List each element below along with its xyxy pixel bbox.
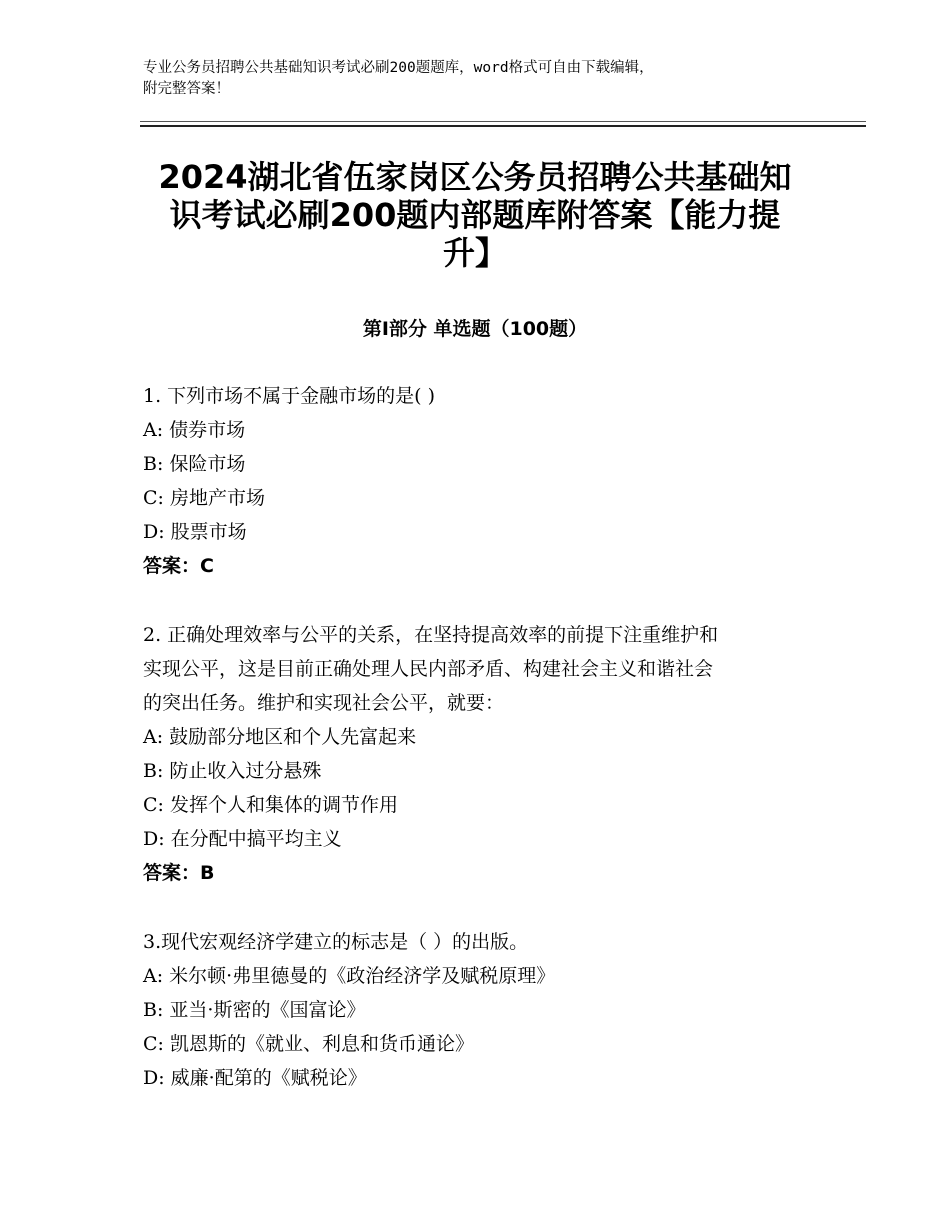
question-stem: 实现公平，这是目前正确处理人民内部矛盾、构建社会主义和谐社会	[143, 658, 714, 680]
option-b: B: 保险市场	[143, 453, 246, 475]
header-divider	[140, 121, 866, 127]
question-3	[143, 925, 823, 1095]
section-title: 第Ⅰ部分 单选题（100题）	[362, 318, 588, 340]
option-a: A: 鼓励部分地区和个人先富起来	[143, 726, 417, 748]
option-b: B: 亚当·斯密的《国富论》	[143, 999, 366, 1021]
question-stem: 3.现代宏观经济学建立的标志是（ ）的出版。	[143, 931, 529, 953]
option-c: C: 凯恩斯的《就业、利息和货币通论》	[143, 1033, 474, 1055]
divider-thick-line	[140, 125, 866, 127]
title-line-1: 2024湖北省伍家岗区公务员招聘公共基础知	[158, 158, 792, 196]
title-line-3: 升】	[442, 234, 507, 272]
title-line-2: 识考试必刷200题内部题库附答案【能力提	[169, 196, 781, 234]
option-d: D: 股票市场	[143, 521, 247, 543]
answer: 答案：B	[143, 862, 215, 884]
header-note-line-1: 专业公务员招聘公共基础知识考试必刷200题题库，word格式可自由下载编辑，	[143, 60, 654, 76]
option-d: D: 在分配中搞平均主义	[143, 828, 342, 850]
question-2	[143, 618, 823, 890]
question-stem: 的突出任务。维护和实现社会公平，就要：	[143, 692, 505, 714]
option-a: A: 米尔顿·弗里德曼的《政治经济学及赋税原理》	[143, 965, 556, 987]
answer: 答案：C	[143, 555, 214, 577]
option-c: C: 发挥个人和集体的调节作用	[143, 794, 398, 816]
question-1	[143, 379, 823, 583]
option-d: D: 威廉·配第的《赋税论》	[143, 1067, 367, 1089]
option-c: C: 房地产市场	[143, 487, 265, 509]
divider-thin-line	[140, 121, 866, 122]
header-note-line-2: 附完整答案！	[143, 81, 230, 97]
question-stem: 1. 下列市场不属于金融市场的是( )	[143, 385, 436, 407]
option-a: A: 债券市场	[143, 419, 246, 441]
option-b: B: 防止收入过分悬殊	[143, 760, 322, 782]
document-title	[130, 158, 820, 272]
question-stem: 2. 正确处理效率与公平的关系，在坚持提高效率的前提下注重维护和	[143, 624, 719, 646]
header-note	[143, 58, 823, 100]
